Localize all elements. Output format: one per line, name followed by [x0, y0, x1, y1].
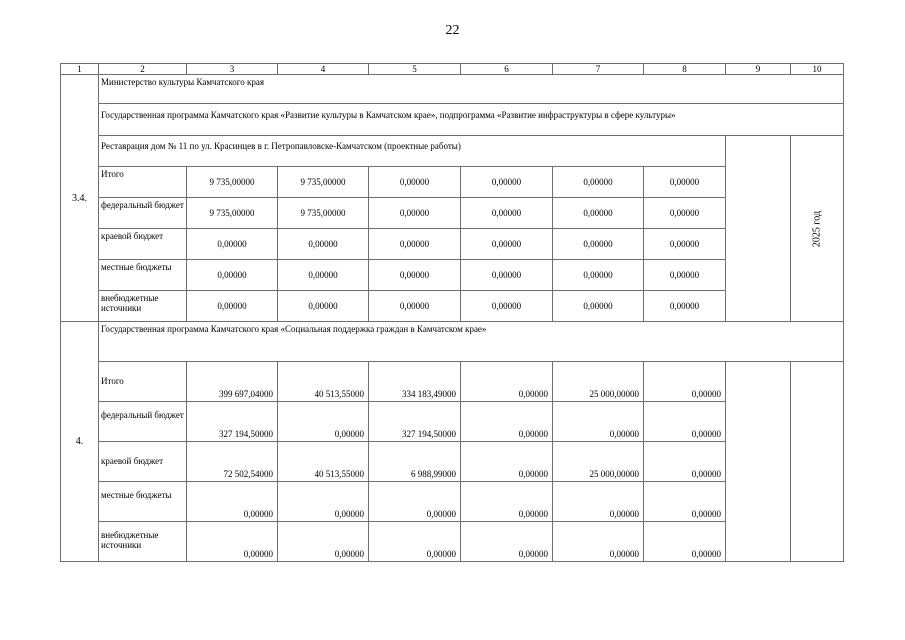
row-number-3-4: 3.4. [61, 75, 99, 322]
ministry-title: Министерство культуры Камчатского края [99, 75, 844, 104]
value-cell: 0,00000 [553, 167, 644, 198]
table-row [61, 362, 844, 402]
value-cell: 0,00000 [461, 522, 553, 562]
value-cell: 0,00000 [461, 402, 553, 442]
column-number: 7 [553, 64, 644, 75]
value-cell: 40 513,55000 [278, 442, 369, 482]
value-cell: 0,00000 [553, 260, 644, 291]
value-cell: 9 735,00000 [278, 198, 369, 229]
project-title: Реставрация дом № 11 по ул. Красинцев в г. Петропавловске-Камчатском (проектные работы) [99, 136, 726, 167]
program-row [61, 104, 844, 136]
value-cell: 0,00000 [644, 442, 726, 482]
value-cell: 0,00000 [553, 229, 644, 260]
ministry-row [61, 75, 844, 104]
value-cell: 0,00000 [644, 167, 726, 198]
value-cell: 0,00000 [553, 482, 644, 522]
value-cell: 6 988,99000 [369, 442, 461, 482]
budget-table [60, 63, 844, 562]
value-cell: 0,00000 [644, 522, 726, 562]
value-cell: 0,00000 [369, 482, 461, 522]
column-number: 9 [726, 64, 791, 75]
value-cell: 0,00000 [278, 229, 369, 260]
row-label: Итого [99, 362, 187, 402]
row-label: краевой бюджет [99, 229, 187, 260]
value-cell: 9 735,00000 [278, 167, 369, 198]
value-cell: 399 697,04000 [187, 362, 278, 402]
value-cell: 0,00000 [644, 260, 726, 291]
value-cell: 0,00000 [278, 522, 369, 562]
column-number: 2 [99, 64, 187, 75]
value-cell: 0,00000 [644, 291, 726, 322]
value-cell: 0,00000 [278, 260, 369, 291]
value-cell: 0,00000 [553, 522, 644, 562]
row-label: местные бюджеты [99, 482, 187, 522]
value-cell: 0,00000 [644, 229, 726, 260]
column-number: 10 [791, 64, 844, 75]
value-cell: 0,00000 [278, 482, 369, 522]
project-row [61, 136, 844, 167]
value-cell: 0,00000 [369, 229, 461, 260]
value-cell: 0,00000 [553, 402, 644, 442]
value-cell: 327 194,50000 [187, 402, 278, 442]
column-number: 5 [369, 64, 461, 75]
value-cell: 9 735,00000 [187, 198, 278, 229]
row-label: Итого [99, 167, 187, 198]
value-cell: 0,00000 [461, 229, 553, 260]
value-cell: 0,00000 [644, 362, 726, 402]
value-cell: 0,00000 [187, 291, 278, 322]
value-cell: 72 502,54000 [187, 442, 278, 482]
value-cell: 0,00000 [553, 291, 644, 322]
value-cell: 0,00000 [461, 362, 553, 402]
value-cell: 0,00000 [278, 291, 369, 322]
value-cell: 0,00000 [369, 198, 461, 229]
value-cell: 334 183,49000 [369, 362, 461, 402]
value-cell: 0,00000 [461, 198, 553, 229]
value-cell: 25 000,00000 [553, 442, 644, 482]
row-label: краевой бюджет [99, 442, 187, 482]
column-number: 8 [644, 64, 726, 75]
column-number: 1 [61, 64, 99, 75]
value-cell: 0,00000 [553, 198, 644, 229]
row-number-4: 4. [61, 322, 99, 562]
value-cell: 40 513,55000 [278, 362, 369, 402]
empty-col-9 [726, 362, 791, 562]
value-cell: 0,00000 [461, 482, 553, 522]
row-label: внебюджетные источники [99, 291, 187, 322]
value-cell: 0,00000 [369, 522, 461, 562]
empty-col-9 [726, 136, 791, 322]
page-number: 22 [445, 23, 460, 38]
value-cell: 0,00000 [278, 402, 369, 442]
value-cell: 0,00000 [187, 229, 278, 260]
value-cell: 327 194,50000 [369, 402, 461, 442]
column-number: 4 [278, 64, 369, 75]
year-cell [791, 136, 844, 322]
row-label: федеральный бюджет [99, 402, 187, 442]
value-cell: 0,00000 [369, 167, 461, 198]
column-number: 3 [187, 64, 278, 75]
value-cell: 0,00000 [644, 482, 726, 522]
row-label: местные бюджеты [99, 260, 187, 291]
row-label: внебюджетные источники [99, 522, 187, 562]
value-cell: 0,00000 [369, 291, 461, 322]
value-cell: 25 000,00000 [553, 362, 644, 402]
value-cell: 0,00000 [461, 260, 553, 291]
program-title: Государственная программа Камчатского края «Развитие культуры в Камчатском крае», подпрограмма «Развитие инфраструктуры в сфере культуры» [99, 104, 844, 136]
value-cell: 0,00000 [461, 442, 553, 482]
column-number: 6 [461, 64, 553, 75]
value-cell: 0,00000 [187, 260, 278, 291]
value-cell: 0,00000 [461, 167, 553, 198]
program-title: Государственная программа Камчатского края «Социальная поддержка граждан в Камчатском крае» [99, 322, 844, 362]
value-cell: 0,00000 [644, 402, 726, 442]
column-numbers-row [61, 64, 844, 75]
empty-col-10 [791, 362, 844, 562]
value-cell: 9 735,00000 [187, 167, 278, 198]
row-label: федеральный бюджет [99, 198, 187, 229]
value-cell: 0,00000 [461, 291, 553, 322]
value-cell: 0,00000 [369, 260, 461, 291]
value-cell: 0,00000 [644, 198, 726, 229]
value-cell: 0,00000 [187, 482, 278, 522]
year-label: 2025 год [811, 210, 823, 247]
value-cell: 0,00000 [187, 522, 278, 562]
program-row [61, 322, 844, 362]
